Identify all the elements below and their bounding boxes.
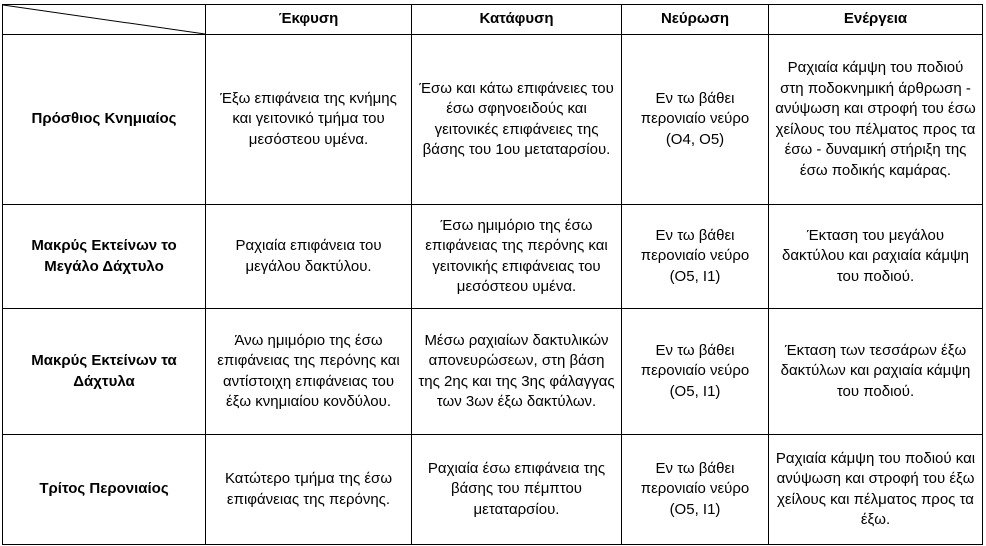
muscle-name: Τρίτος Περονιαίος: [3, 435, 206, 545]
header-origin: Έκφυση: [206, 5, 412, 35]
action-cell: Έκταση των τεσσάρων έξω δακτύλων και ραχιαία κάμψη του ποδιού.: [769, 309, 983, 435]
corner-cell: [3, 5, 206, 35]
table-row: [3, 309, 983, 435]
insertion-cell: Ραχιαία έσω επιφάνεια της βάσης του πέμπτου μεταταρσίου.: [412, 435, 622, 545]
diagonal-line: [3, 5, 205, 34]
muscle-name: Μακρύς Εκτείνων το Μεγάλο Δάχτυλο: [3, 205, 206, 309]
table-row: [3, 435, 983, 545]
innervation-cell: Εν τω βάθει περονιαίο νεύρο (Ο5, Ι1): [622, 205, 769, 309]
muscle-name: Μακρύς Εκτείνων τα Δάχτυλα: [3, 309, 206, 435]
table-row: [3, 205, 983, 309]
origin-cell: Έξω επιφάνεια της κνήμης και γειτονικό τμήμα του μεσόστεου υμένα.: [206, 35, 412, 205]
origin-cell: Ραχιαία επιφάνεια του μεγάλου δακτύλου.: [206, 205, 412, 309]
innervation-cell: Εν τω βάθει περονιαίο νεύρο (Ο5, Ι1): [622, 435, 769, 545]
insertion-cell: Έσω και κάτω επιφάνειες του έσω σφηνοειδούς και γειτονικές επιφάνειες της βάσης του 1ου μεταταρσίου.: [412, 35, 622, 205]
header-insertion: Κατάφυση: [412, 5, 622, 35]
muscle-table: [2, 4, 983, 545]
header-action: Ενέργεια: [769, 5, 983, 35]
insertion-cell: Μέσω ραχιαίων δακτυλικών απονευρώσεων, στη βάση της 2ης και της 3ης φάλαγγας των 3ων έξω δακτύλων.: [412, 309, 622, 435]
table-row: [3, 35, 983, 205]
muscle-name: Πρόσθιος Κνημιαίος: [3, 35, 206, 205]
action-cell: Ραχιαία κάμψη του ποδιού στη ποδοκνημική άρθρωση - ανύψωση και στροφή του έσω χείλους του πέλματος προς τα έσω - δυναμική στήριξη της έσω ποδικής καμάρας.: [769, 35, 983, 205]
action-cell: Έκταση του μεγάλου δακτύλου και ραχιαία κάμψη του ποδιού.: [769, 205, 983, 309]
origin-cell: Κατώτερο τμήμα της έσω επιφάνειας της περόνης.: [206, 435, 412, 545]
insertion-cell: Έσω ημιμόριο της έσω επιφάνειας της περόνης και γειτονικής επιφάνειας του μεσόστεου υμένα.: [412, 205, 622, 309]
action-cell: Ραχιαία κάμψη του ποδιού και ανύψωση και στροφή του έξω χείλους και πέλματος προς τα έξω.: [769, 435, 983, 545]
header-row: [3, 5, 983, 35]
innervation-cell: Εν τω βάθει περονιαίο νεύρο (Ο4, Ο5): [622, 35, 769, 205]
header-innervation: Νεύρωση: [622, 5, 769, 35]
origin-cell: Άνω ημιμόριο της έσω επιφάνειας της περόνης και αντίστοιχη επιφάνειας του έξω κνημιαίου κονδύλου.: [206, 309, 412, 435]
innervation-cell: Εν τω βάθει περονιαίο νεύρο (Ο5, Ι1): [622, 309, 769, 435]
